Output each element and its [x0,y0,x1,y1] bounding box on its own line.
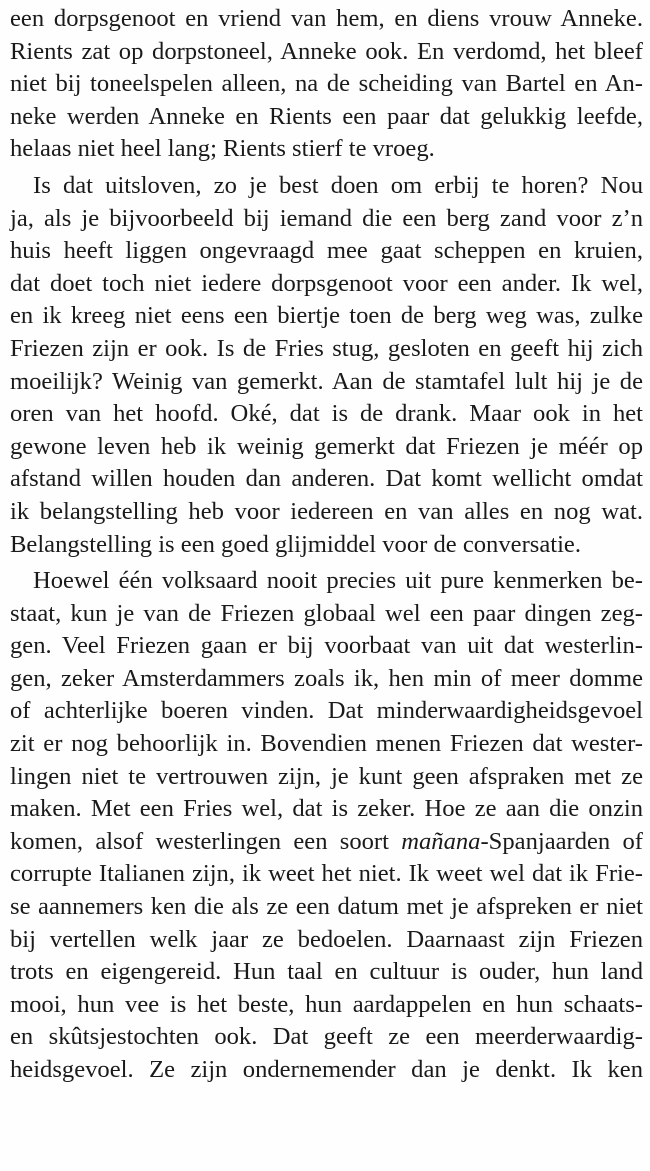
text-line [10,858,643,891]
text-segment: se aannemers ken die als ze een datum met je afspreken er niet [10,893,643,921]
text-line [10,431,643,464]
text-line [10,598,643,631]
body-text [10,3,643,1087]
text-line [10,133,643,166]
text-segment: ja, als je bijvoorbeeld bij iemand die een berg zand voor z’n [10,204,643,232]
text-segment: niet bij toneelspelen alleen, na de scheiding van Bartel en An- [10,70,643,98]
text-line [10,956,643,989]
text-line [10,36,643,69]
text-line [10,235,643,268]
text-segment: ik belangstelling heb voor iedereen en van alles en nog wat. [10,497,643,525]
text-line [10,170,643,203]
text-segment: gen. Veel Friezen gaan er bij voorbaat van uit dat westerlin- [10,632,643,660]
text-segment: Is dat uitsloven, zo je best doen om erbij te horen? Nou [33,171,643,199]
text-line [10,695,643,728]
text-line [10,3,643,36]
text-segment: corrupte Italianen zijn, ik weet het niet. Ik weet wel dat ik Frie- [10,860,643,888]
text-line [10,630,643,663]
text-line [10,496,643,529]
text-line [10,268,643,301]
text-segment: bij vertellen welk jaar ze bedoelen. Daarnaast zijn Friezen [10,925,643,953]
text-line [10,826,643,859]
text-line [10,68,643,101]
text-line [10,1021,643,1054]
text-line [10,1054,643,1087]
text-segment: of achterlijke boeren vinden. Dat minderwaardigheidsgevoel [10,697,643,725]
text-segment: afstand willen houden dan anderen. Dat komt wellicht omdat [10,465,643,493]
italic-word: mañana [401,827,481,855]
text-segment: een dorpsgenoot en vriend van hem, en diens vrouw Anneke. [10,5,643,32]
text-segment: Rients zat op dorpstoneel, Anneke ook. En verdomd, het bleef [10,37,643,65]
text-line [10,989,643,1022]
text-segment: staat, kun je van de Friezen globaal wel een paar dingen zeg- [10,599,643,627]
text-segment: maken. Met een Fries wel, dat is zeker. Hoe ze aan die onzin [10,795,643,823]
text-segment: Belangstelling is een goed glijmiddel voor de conversatie. [10,530,581,558]
text-segment: lingen niet te vertrouwen zijn, je kunt geen afspraken met ze [10,762,643,790]
text-line [10,728,643,761]
text-line [10,398,643,431]
text-segment: Hoewel één volksaard nooit precies uit pure kenmerken be- [33,567,643,595]
text-segment: heidsgevoel. Ze zijn ondernemender dan je denkt. Ik ken [10,1056,643,1083]
text-segment: moeilijk? Weinig van gemerkt. Aan de stamtafel lult hij je de [10,367,643,395]
text-segment: gen, zeker Amsterdammers zoals ik, hen min of meer domme [10,664,643,692]
text-line [10,891,643,924]
text-segment: neke werden Anneke en Rients een paar dat gelukkig leefde, [10,102,643,130]
text-segment: helaas niet heel lang; Rients stierf te vroeg. [10,135,435,163]
text-segment: Friezen zijn er ook. Is de Fries stug, gesloten en geeft hij zich [10,334,643,362]
text-segment: huis heeft liggen ongevraagd mee gaat scheppen en kruien, [10,237,643,265]
text-line [10,793,643,826]
text-line [10,761,643,794]
text-segment: -Spanjaarden of [480,827,643,855]
text-segment: komen, alsof westerlingen een soort [10,827,402,855]
text-segment: trots en eigengereid. Hun taal en cultuur is ouder, hun land [10,958,643,986]
text-line [10,300,643,333]
text-line [10,924,643,957]
text-line [10,101,643,134]
text-line [10,203,643,236]
text-line [10,565,643,598]
text-segment: mooi, hun vee is het beste, hun aardappelen en hun schaats- [10,990,643,1018]
text-line [10,333,643,366]
text-segment: dat doet toch niet iedere dorpsgenoot voor een ander. Ik wel, [10,269,643,297]
text-segment: en ik kreeg niet eens een biertje toen de berg weg was, zulke [10,302,643,330]
text-segment: en skûtsjestochten ook. Dat geeft ze een meerderwaardig- [10,1023,643,1051]
text-segment: gewone leven heb ik weinig gemerkt dat Friezen je méér op [10,432,643,460]
text-line [10,366,643,399]
text-line [10,663,643,696]
text-segment: oren van het hoofd. Oké, dat is de drank. Maar ook in het [10,400,643,428]
text-line [10,463,643,496]
text-segment: zit er nog behoorlijk in. Bovendien menen Friezen dat wester- [10,730,643,758]
text-line [10,529,643,562]
